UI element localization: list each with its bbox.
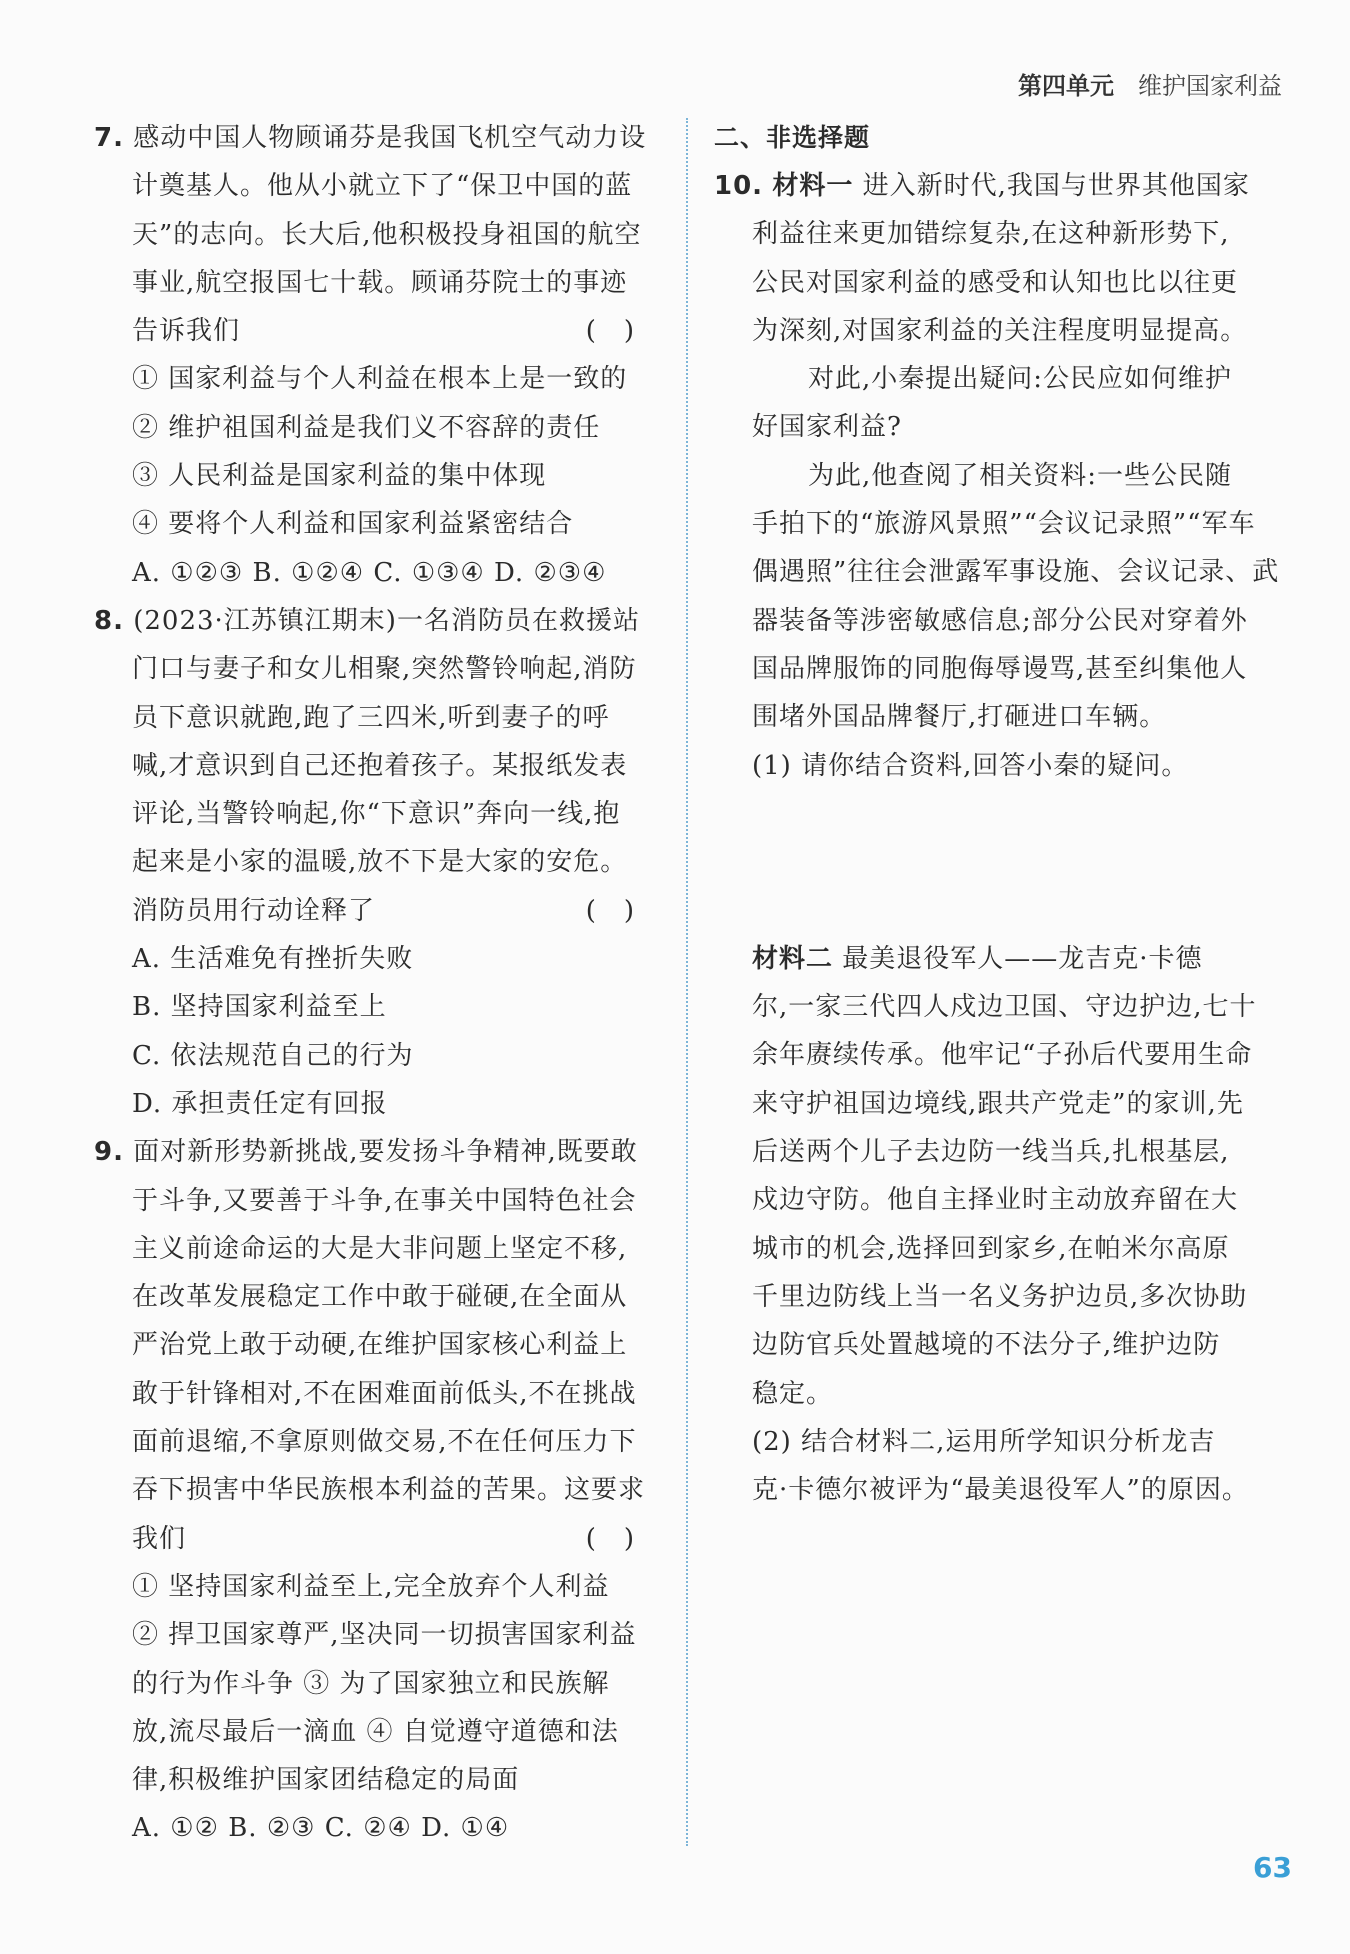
statement-item: ① 坚持国家利益至上,完全放弃个人利益 (132, 1571, 610, 1602)
question-text: 感动中国人物顾诵芬是我国飞机空气动力设 (133, 123, 647, 153)
answer-option: A. 生活难免有挫折失败 (132, 944, 414, 975)
answer-blank: () (585, 895, 662, 926)
material-label: 材料二 (752, 943, 834, 974)
material-text: 偶遇照”往往会泄露军事设施、会议记录、武 (752, 557, 1280, 588)
left-column (94, 114, 666, 1853)
question-stem-line (94, 597, 666, 645)
running-header (1018, 66, 1282, 101)
statement-item: ④ 要将个人利益和国家利益紧密结合 (132, 509, 574, 540)
material-text: 边防官兵处置越境的不法分子,维护边防 (752, 1330, 1221, 1361)
material-text: 为此,他查阅了相关资料:一些公民随 (808, 460, 1233, 491)
material-text: 公民对国家利益的感受和认知也比以往更 (752, 267, 1239, 298)
right-column (714, 114, 1288, 1514)
question-text: 评论,当警铃响起,你“下意识”奔向一线,抱 (132, 799, 621, 830)
answer-option: B. 坚持国家利益至上 (132, 992, 387, 1023)
material-text: 最美退役军人——龙吉克·卡德 (833, 943, 1203, 974)
material-text: 对此,小秦提出疑问:公民应如何维护 (808, 364, 1233, 395)
material-text: 后送两个儿子去边防一线当兵,扎根基层, (752, 1137, 1230, 1168)
question-text: (2023·江苏镇江期末)一名消防员在救援站 (133, 605, 640, 636)
statement-item: ① 国家利益与个人利益在根本上是一致的 (132, 364, 628, 395)
question-7 (94, 114, 666, 597)
material-text: 围堵外国品牌餐厅,打砸进口车辆。 (752, 702, 1167, 733)
question-text: 员下意识就跑,跑了三四米,听到妻子的呼 (132, 702, 610, 733)
question-stem-line (94, 1128, 666, 1176)
question-text: 吞下损害中华民族根本利益的苦果。这要求 (132, 1475, 646, 1506)
material-text: 余年赓续传承。他牢记“子孙后代要用生命 (752, 1040, 1253, 1071)
question-text: 计奠基人。他从小就立下了“保卫中国的蓝 (132, 171, 633, 202)
question-text: 起来是小家的温暖,放不下是大家的安危。 (132, 847, 628, 878)
answer-option: D. 承担责任定有回报 (132, 1088, 388, 1119)
question-text: 面前退缩,不拿原则做交易,不在任何压力下 (132, 1427, 637, 1458)
statement-item: 放,流尽最后一滴血 ④ 自觉遵守道德和法 (132, 1716, 619, 1747)
material-text: 利益往来更加错综复杂,在这种新形势下, (752, 219, 1230, 250)
question-text: 于斗争,又要善于斗争,在事关中国特色社会 (132, 1185, 637, 1216)
question-number: 10. (714, 171, 764, 201)
statement-item: ② 维护祖国利益是我们义不容辞的责任 (132, 412, 601, 443)
answer-blank: () (585, 1523, 662, 1554)
question-text: 消防员用行动诠释了 (132, 895, 376, 926)
sub-question: (1) 请你结合资料,回答小秦的疑问。 (752, 750, 1189, 781)
question-text: 我们 (132, 1523, 187, 1554)
material-text: 为深刻,对国家利益的关注程度明显提高。 (752, 315, 1248, 346)
question-text: 门口与妻子和女儿相聚,突然警铃响起,消防 (132, 654, 637, 685)
question-text: 告诉我们 (132, 316, 241, 347)
answer-options: A. ①② B. ②③ C. ②④ D. ①④ (132, 1813, 510, 1844)
answer-space (714, 790, 1288, 935)
sub-question: (2) 结合材料二,运用所学知识分析龙吉 (752, 1426, 1216, 1457)
material-text: 国品牌服饰的同胞侮辱谩骂,甚至纠集他人 (752, 653, 1248, 684)
answer-option: C. 依法规范自己的行为 (132, 1040, 414, 1071)
question-stem-end (94, 887, 666, 935)
question-text: 敢于针锋相对,不在困难面前低头,不在挑战 (132, 1378, 637, 1409)
column-divider (686, 118, 688, 1846)
question-stem-end (94, 307, 666, 355)
question-text: 事业,航空报国七十载。顾诵芬院士的事迹 (132, 267, 628, 298)
material-first-line (714, 935, 1288, 983)
statement-item: 的行为作斗争 ③ 为了国家独立和民族解 (132, 1668, 610, 1699)
statement-item: 律,积极维护国家团结稳定的局面 (132, 1765, 520, 1796)
question-8 (94, 597, 666, 1128)
question-text: 在改革发展稳定工作中敢于碰硬,在全面从 (132, 1282, 628, 1313)
question-text: 喊,才意识到自己还抱着孩子。某报纸发表 (132, 750, 628, 781)
question-text: 面对新形势新挑战,要发扬斗争精神,既要敢 (133, 1137, 638, 1168)
question-10 (714, 162, 1288, 1514)
material-text: 尔,一家三代四人戍边卫国、守边护边,七十 (752, 992, 1257, 1023)
question-text: 主义前途命运的大是大非问题上坚定不移, (132, 1233, 628, 1264)
header-topic: 维护国家利益 (1138, 72, 1282, 100)
material-text: 好国家利益? (752, 412, 902, 443)
question-number: 9. (94, 1137, 124, 1168)
page-number: 63 (1253, 1851, 1292, 1884)
material-text: 城市的机会,选择回到家乡,在帕米尔高原 (752, 1233, 1230, 1264)
statement-item: ② 捍卫国家尊严,坚决同一切损害国家利益 (132, 1620, 637, 1651)
question-stem-line (714, 162, 1288, 210)
question-9 (94, 1128, 666, 1852)
material-text: 千里边防线上当一名义务护边员,多次协助 (752, 1281, 1248, 1312)
question-text: 严治党上敢于动硬,在维护国家核心利益上 (132, 1330, 628, 1361)
question-number: 7. (94, 123, 124, 153)
material-text: 进入新时代,我国与世界其他国家 (853, 171, 1250, 201)
material-text: 戍边守防。他自主择业时主动放弃留在大 (752, 1185, 1239, 1216)
material-text: 器装备等涉密敏感信息;部分公民对穿着外 (752, 605, 1248, 636)
question-number: 8. (94, 605, 124, 636)
statement-item: ③ 人民利益是国家利益的集中体现 (132, 461, 547, 492)
material-text: 来守护祖国边境线,跟共产党走”的家训,先 (752, 1088, 1244, 1119)
section-title: 二、非选择题 (714, 123, 871, 152)
question-stem-end (94, 1515, 666, 1563)
question-text: 天”的志向。长大后,他积极投身祖国的航空 (132, 219, 642, 250)
answer-blank: () (585, 316, 662, 347)
material-text: 稳定。 (752, 1378, 834, 1409)
sub-question: 克·卡德尔被评为“最美退役军人”的原因。 (752, 1475, 1249, 1506)
material-text: 手拍下的“旅游风景照”“会议记录照”“军车 (752, 509, 1256, 540)
question-stem-line (94, 114, 666, 162)
answer-options: A. ①②③ B. ①②④ C. ①③④ D. ②③④ (132, 557, 607, 588)
material-label: 材料一 (772, 171, 854, 201)
header-unit: 第四单元 (1018, 72, 1114, 100)
